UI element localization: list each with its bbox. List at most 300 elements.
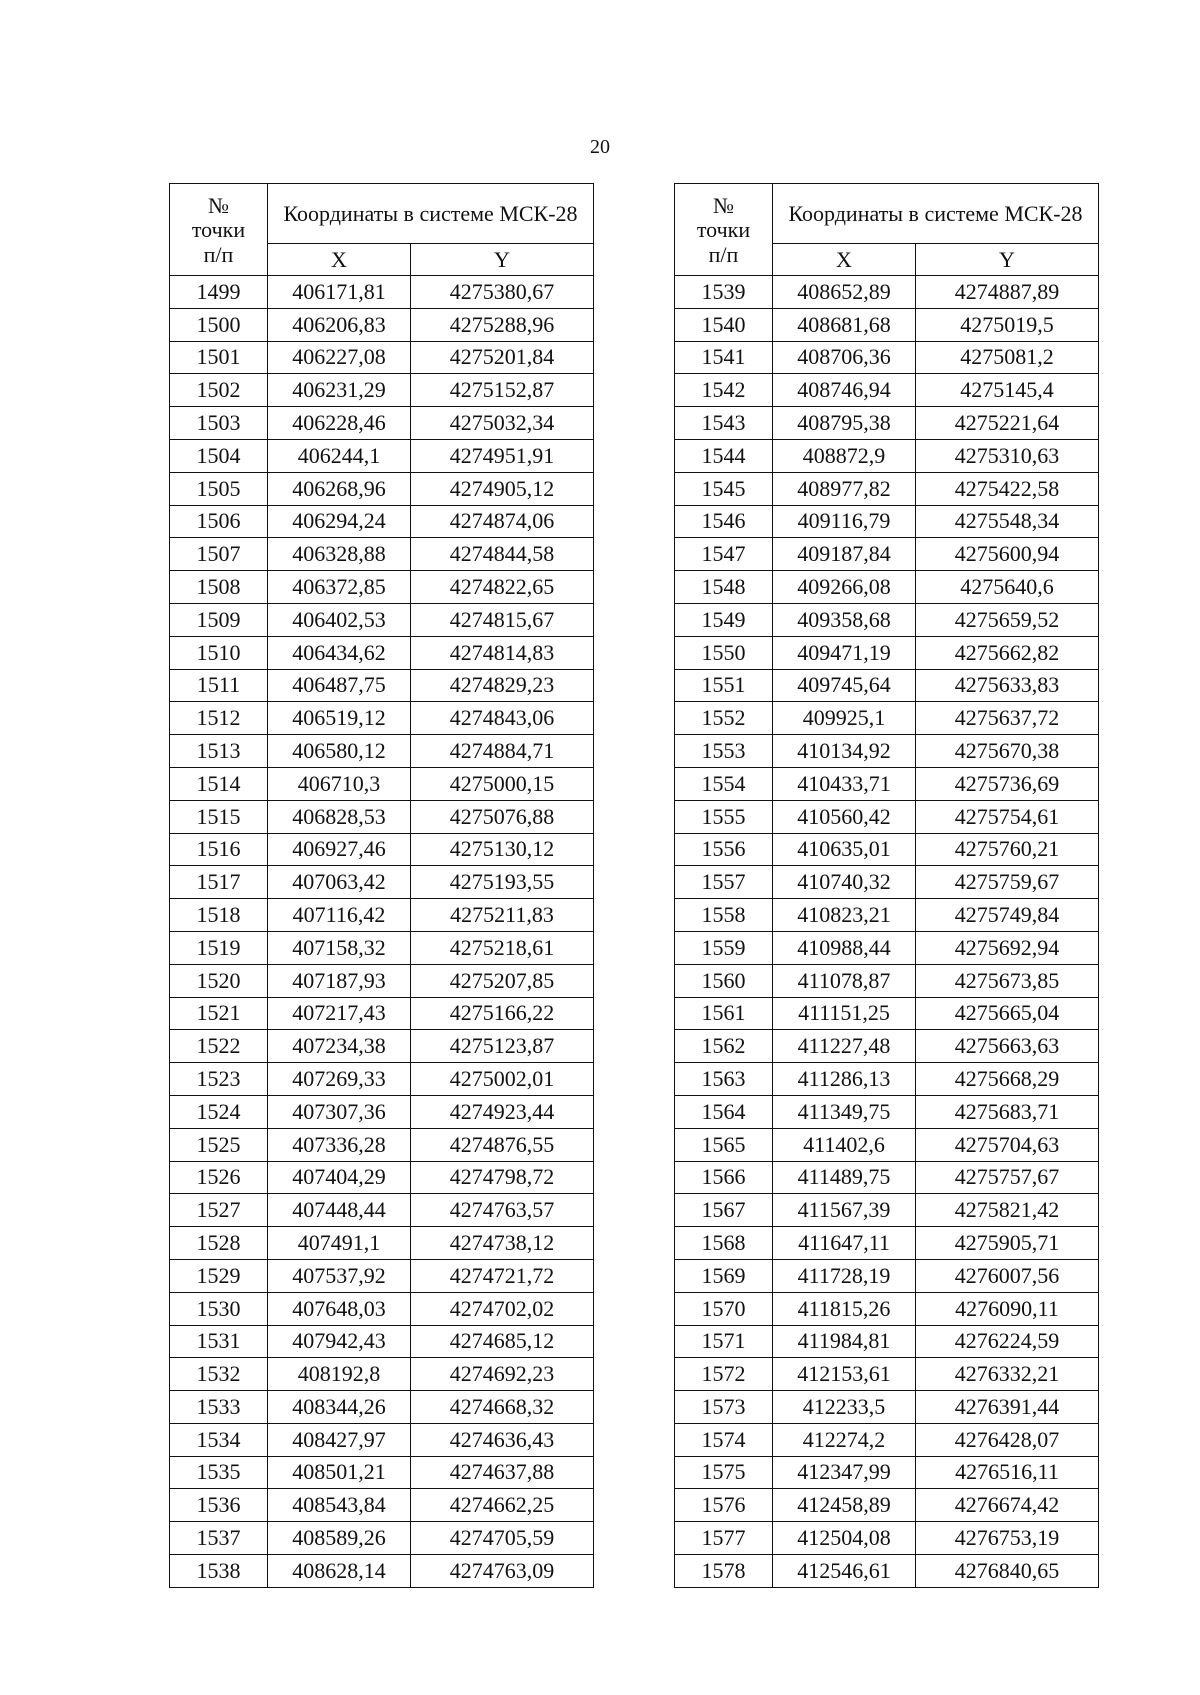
x-coordinate-cell: 410134,92 xyxy=(773,735,916,768)
table-row xyxy=(675,571,1099,604)
table-row xyxy=(675,1358,1099,1391)
point-number-cell: 1520 xyxy=(170,964,268,997)
x-coordinate-cell: 406402,53 xyxy=(268,603,411,636)
y-coordinate-cell: 4276391,44 xyxy=(916,1391,1099,1424)
point-number-cell: 1555 xyxy=(675,800,773,833)
y-coordinate-cell: 4274843,06 xyxy=(411,702,594,735)
x-coordinate-cell: 411349,75 xyxy=(773,1095,916,1128)
table-row xyxy=(675,1063,1099,1096)
y-coordinate-cell: 4275000,15 xyxy=(411,767,594,800)
x-coordinate-cell: 410560,42 xyxy=(773,800,916,833)
y-coordinate-cell: 4275736,69 xyxy=(916,767,1099,800)
table-row xyxy=(170,538,594,571)
x-coordinate-cell: 407217,43 xyxy=(268,997,411,1030)
table-row xyxy=(170,931,594,964)
point-number-cell: 1540 xyxy=(675,308,773,341)
y-coordinate-cell: 4275201,84 xyxy=(411,341,594,374)
y-coordinate-cell: 4275665,04 xyxy=(916,997,1099,1030)
table-row xyxy=(675,603,1099,636)
y-coordinate-cell: 4275145,4 xyxy=(916,374,1099,407)
point-number-cell: 1526 xyxy=(170,1161,268,1194)
point-number-cell: 1535 xyxy=(170,1456,268,1489)
x-coordinate-cell: 406828,53 xyxy=(268,800,411,833)
y-coordinate-cell: 4275548,34 xyxy=(916,505,1099,538)
y-coordinate-cell: 4275633,83 xyxy=(916,669,1099,702)
point-number-cell: 1544 xyxy=(675,439,773,472)
point-number-cell: 1561 xyxy=(675,997,773,1030)
table-row xyxy=(675,964,1099,997)
y-coordinate-cell: 4276224,59 xyxy=(916,1325,1099,1358)
table-row xyxy=(675,1522,1099,1555)
y-coordinate-cell: 4274798,72 xyxy=(411,1161,594,1194)
table-row xyxy=(170,800,594,833)
point-number-cell: 1500 xyxy=(170,308,268,341)
y-coordinate-cell: 4275019,5 xyxy=(916,308,1099,341)
table-row xyxy=(170,767,594,800)
table-row xyxy=(170,603,594,636)
point-number-cell: 1570 xyxy=(675,1292,773,1325)
table-row xyxy=(675,735,1099,768)
coordinates-system-header: Координаты в системе МСК-28 xyxy=(268,184,594,244)
point-number-cell: 1525 xyxy=(170,1128,268,1161)
x-coordinate-cell: 406927,46 xyxy=(268,833,411,866)
table-row xyxy=(170,997,594,1030)
point-number-cell: 1547 xyxy=(675,538,773,571)
table-row xyxy=(170,571,594,604)
y-coordinate-cell: 4275310,63 xyxy=(916,439,1099,472)
number-sign: № xyxy=(208,193,229,219)
x-coordinate-cell: 407063,42 xyxy=(268,866,411,899)
y-coordinate-cell: 4274815,67 xyxy=(411,603,594,636)
point-number-cell: 1548 xyxy=(675,571,773,604)
y-coordinate-cell: 4275692,94 xyxy=(916,931,1099,964)
table-row xyxy=(170,735,594,768)
table-row xyxy=(170,702,594,735)
point-number-cell: 1566 xyxy=(675,1161,773,1194)
y-coordinate-cell: 4275663,63 xyxy=(916,1030,1099,1063)
table-row xyxy=(675,931,1099,964)
table-row xyxy=(675,833,1099,866)
table-row xyxy=(675,276,1099,309)
point-word: точки xyxy=(191,217,246,243)
x-coordinate-cell: 408652,89 xyxy=(773,276,916,309)
y-coordinate-cell: 4275380,67 xyxy=(411,276,594,309)
table-row xyxy=(675,374,1099,407)
x-coordinate-cell: 409358,68 xyxy=(773,603,916,636)
table-row xyxy=(675,505,1099,538)
x-coordinate-cell: 408501,21 xyxy=(268,1456,411,1489)
x-coordinate-cell: 406231,29 xyxy=(268,374,411,407)
x-coordinate-cell: 410635,01 xyxy=(773,833,916,866)
point-number-cell: 1499 xyxy=(170,276,268,309)
x-coordinate-cell: 408192,8 xyxy=(268,1358,411,1391)
y-coordinate-cell: 4276516,11 xyxy=(916,1456,1099,1489)
x-coordinate-cell: 407234,38 xyxy=(268,1030,411,1063)
y-coordinate-cell: 4274887,89 xyxy=(916,276,1099,309)
y-coordinate-cell: 4276007,56 xyxy=(916,1259,1099,1292)
x-coordinate-cell: 411402,6 xyxy=(773,1128,916,1161)
y-coordinate-cell: 4274636,43 xyxy=(411,1423,594,1456)
y-coordinate-cell: 4275759,67 xyxy=(916,866,1099,899)
x-coordinate-cell: 408872,9 xyxy=(773,439,916,472)
y-coordinate-cell: 4274874,06 xyxy=(411,505,594,538)
x-coordinate-cell: 411489,75 xyxy=(773,1161,916,1194)
y-coordinate-cell: 4275670,38 xyxy=(916,735,1099,768)
y-coordinate-cell: 4274951,91 xyxy=(411,439,594,472)
point-number-cell: 1541 xyxy=(675,341,773,374)
table-row xyxy=(675,1259,1099,1292)
table-row xyxy=(170,1259,594,1292)
x-coordinate-cell: 412153,61 xyxy=(773,1358,916,1391)
table-row xyxy=(170,636,594,669)
table-row xyxy=(170,1489,594,1522)
y-coordinate-cell: 4275760,21 xyxy=(916,833,1099,866)
y-coordinate-cell: 4275211,83 xyxy=(411,899,594,932)
table-row xyxy=(170,1325,594,1358)
table-row xyxy=(170,505,594,538)
table-row xyxy=(675,1555,1099,1588)
point-number-cell: 1502 xyxy=(170,374,268,407)
point-number-cell: 1524 xyxy=(170,1095,268,1128)
table-row xyxy=(675,767,1099,800)
x-coordinate-cell: 411984,81 xyxy=(773,1325,916,1358)
x-coordinate-cell: 407448,44 xyxy=(268,1194,411,1227)
y-coordinate-cell: 4275637,72 xyxy=(916,702,1099,735)
point-number-cell: 1508 xyxy=(170,571,268,604)
x-coordinate-cell: 407404,29 xyxy=(268,1161,411,1194)
x-coordinate-cell: 407187,93 xyxy=(268,964,411,997)
point-number-cell: 1551 xyxy=(675,669,773,702)
y-coordinate-cell: 4274738,12 xyxy=(411,1227,594,1260)
point-number-cell: 1522 xyxy=(170,1030,268,1063)
table-row xyxy=(170,1358,594,1391)
x-coordinate-cell: 411227,48 xyxy=(773,1030,916,1063)
table-row xyxy=(170,1456,594,1489)
table-row xyxy=(675,1161,1099,1194)
point-number-cell: 1556 xyxy=(675,833,773,866)
point-number-cell: 1569 xyxy=(675,1259,773,1292)
page-number: 20 xyxy=(590,136,610,158)
table-row xyxy=(170,1423,594,1456)
point-number-cell: 1546 xyxy=(675,505,773,538)
x-coordinate-cell: 408543,84 xyxy=(268,1489,411,1522)
point-number-cell: 1537 xyxy=(170,1522,268,1555)
x-coordinate-cell: 412504,08 xyxy=(773,1522,916,1555)
table-row xyxy=(170,1161,594,1194)
table-row xyxy=(675,1194,1099,1227)
y-coordinate-cell: 4275422,58 xyxy=(916,472,1099,505)
point-number-cell: 1515 xyxy=(170,800,268,833)
point-number-header xyxy=(675,184,773,276)
y-coordinate-cell: 4274876,55 xyxy=(411,1128,594,1161)
point-number-cell: 1514 xyxy=(170,767,268,800)
x-coordinate-cell: 407158,32 xyxy=(268,931,411,964)
table-row xyxy=(170,669,594,702)
point-number-cell: 1501 xyxy=(170,341,268,374)
y-coordinate-cell: 4275757,67 xyxy=(916,1161,1099,1194)
x-coordinate-cell: 406487,75 xyxy=(268,669,411,702)
table-row xyxy=(675,866,1099,899)
x-coordinate-cell: 410433,71 xyxy=(773,767,916,800)
point-number-cell: 1517 xyxy=(170,866,268,899)
x-coordinate-cell: 412458,89 xyxy=(773,1489,916,1522)
table-row xyxy=(675,1423,1099,1456)
x-coordinate-cell: 411815,26 xyxy=(773,1292,916,1325)
point-number-cell: 1567 xyxy=(675,1194,773,1227)
y-coordinate-cell: 4275600,94 xyxy=(916,538,1099,571)
point-number-cell: 1513 xyxy=(170,735,268,768)
table-row xyxy=(675,1325,1099,1358)
point-number-cell: 1574 xyxy=(675,1423,773,1456)
y-coordinate-cell: 4276428,07 xyxy=(916,1423,1099,1456)
point-number-cell: 1568 xyxy=(675,1227,773,1260)
table-row xyxy=(675,1227,1099,1260)
point-number-cell: 1534 xyxy=(170,1423,268,1456)
x-coordinate-cell: 408427,97 xyxy=(268,1423,411,1456)
y-coordinate-cell: 4275076,88 xyxy=(411,800,594,833)
table-row xyxy=(675,1128,1099,1161)
point-number-cell: 1504 xyxy=(170,439,268,472)
x-coordinate-cell: 411728,19 xyxy=(773,1259,916,1292)
point-number-cell: 1560 xyxy=(675,964,773,997)
x-coordinate-cell: 409745,64 xyxy=(773,669,916,702)
point-number-cell: 1507 xyxy=(170,538,268,571)
table-row xyxy=(170,439,594,472)
x-coordinate-cell: 407269,33 xyxy=(268,1063,411,1096)
point-number-cell: 1562 xyxy=(675,1030,773,1063)
table-row xyxy=(170,1227,594,1260)
y-coordinate-cell: 4274721,72 xyxy=(411,1259,594,1292)
x-coordinate-cell: 411647,11 xyxy=(773,1227,916,1260)
table-row xyxy=(675,800,1099,833)
table-row xyxy=(675,1489,1099,1522)
y-coordinate-cell: 4274705,59 xyxy=(411,1522,594,1555)
x-coordinate-cell: 408746,94 xyxy=(773,374,916,407)
table-row xyxy=(170,1522,594,1555)
x-coordinate-cell: 406519,12 xyxy=(268,702,411,735)
table-row xyxy=(675,407,1099,440)
y-coordinate-cell: 4275683,71 xyxy=(916,1095,1099,1128)
point-number-cell: 1523 xyxy=(170,1063,268,1096)
x-coordinate-cell: 408628,14 xyxy=(268,1555,411,1588)
point-number-cell: 1573 xyxy=(675,1391,773,1424)
table-row xyxy=(170,276,594,309)
x-coordinate-cell: 408589,26 xyxy=(268,1522,411,1555)
y-coordinate-cell: 4275032,34 xyxy=(411,407,594,440)
y-coordinate-cell: 4275130,12 xyxy=(411,833,594,866)
y-coordinate-cell: 4274637,88 xyxy=(411,1456,594,1489)
point-number-cell: 1518 xyxy=(170,899,268,932)
x-coordinate-cell: 409925,1 xyxy=(773,702,916,735)
y-coordinate-cell: 4276090,11 xyxy=(916,1292,1099,1325)
point-number-cell: 1543 xyxy=(675,407,773,440)
x-coordinate-cell: 408706,36 xyxy=(773,341,916,374)
coordinates-table-right xyxy=(674,183,1099,1588)
x-coordinate-cell: 407336,28 xyxy=(268,1128,411,1161)
x-coordinate-cell: 408795,38 xyxy=(773,407,916,440)
y-coordinate-cell: 4274905,12 xyxy=(411,472,594,505)
point-number-cell: 1549 xyxy=(675,603,773,636)
point-number-header xyxy=(170,184,268,276)
table-row xyxy=(675,538,1099,571)
table-row xyxy=(170,1555,594,1588)
y-coordinate-cell: 4275749,84 xyxy=(916,899,1099,932)
point-number-cell: 1577 xyxy=(675,1522,773,1555)
y-coordinate-cell: 4275662,82 xyxy=(916,636,1099,669)
table-row xyxy=(170,833,594,866)
point-number-cell: 1536 xyxy=(170,1489,268,1522)
x-coordinate-cell: 408344,26 xyxy=(268,1391,411,1424)
x-coordinate-cell: 411078,87 xyxy=(773,964,916,997)
x-coordinate-cell: 406206,83 xyxy=(268,308,411,341)
x-coordinate-cell: 407491,1 xyxy=(268,1227,411,1260)
x-coordinate-cell: 409471,19 xyxy=(773,636,916,669)
x-coordinate-cell: 410988,44 xyxy=(773,931,916,964)
point-number-cell: 1506 xyxy=(170,505,268,538)
table-row xyxy=(170,1095,594,1128)
point-number-cell: 1509 xyxy=(170,603,268,636)
table-row xyxy=(170,1194,594,1227)
table-row xyxy=(170,1391,594,1424)
y-coordinate-cell: 4274884,71 xyxy=(411,735,594,768)
table-row xyxy=(675,1391,1099,1424)
x-coordinate-cell: 407942,43 xyxy=(268,1325,411,1358)
y-coordinate-cell: 4274844,58 xyxy=(411,538,594,571)
point-number-cell: 1576 xyxy=(675,1489,773,1522)
y-coordinate-cell: 4275668,29 xyxy=(916,1063,1099,1096)
x-coordinate-cell: 407537,92 xyxy=(268,1259,411,1292)
x-coordinate-cell: 406328,88 xyxy=(268,538,411,571)
coordinates-system-header: Координаты в системе МСК-28 xyxy=(773,184,1099,244)
y-coordinate-cell: 4274829,23 xyxy=(411,669,594,702)
serial-abbrev: п/п xyxy=(708,241,739,267)
y-coordinate-cell: 4274692,23 xyxy=(411,1358,594,1391)
point-number-cell: 1565 xyxy=(675,1128,773,1161)
table-row xyxy=(675,439,1099,472)
point-number-cell: 1538 xyxy=(170,1555,268,1588)
y-coordinate-cell: 4276840,65 xyxy=(916,1555,1099,1588)
point-number-cell: 1557 xyxy=(675,866,773,899)
point-number-cell: 1505 xyxy=(170,472,268,505)
table-row xyxy=(170,374,594,407)
point-number-cell: 1559 xyxy=(675,931,773,964)
y-coordinate-cell: 4274702,02 xyxy=(411,1292,594,1325)
point-number-cell: 1527 xyxy=(170,1194,268,1227)
x-coordinate-cell: 407648,03 xyxy=(268,1292,411,1325)
x-coordinate-cell: 406171,81 xyxy=(268,276,411,309)
x-coordinate-cell: 409116,79 xyxy=(773,505,916,538)
table-row xyxy=(675,1030,1099,1063)
y-coordinate-cell: 4274668,32 xyxy=(411,1391,594,1424)
x-coordinate-cell: 406580,12 xyxy=(268,735,411,768)
point-number-cell: 1503 xyxy=(170,407,268,440)
y-coordinate-cell: 4275218,61 xyxy=(411,931,594,964)
table-row xyxy=(675,997,1099,1030)
table-row xyxy=(170,866,594,899)
point-number-cell: 1553 xyxy=(675,735,773,768)
x-column-header: X xyxy=(268,244,411,276)
table-row xyxy=(170,1063,594,1096)
y-coordinate-cell: 4275193,55 xyxy=(411,866,594,899)
x-coordinate-cell: 408681,68 xyxy=(773,308,916,341)
point-number-cell: 1578 xyxy=(675,1555,773,1588)
y-coordinate-cell: 4275754,61 xyxy=(916,800,1099,833)
y-coordinate-cell: 4275673,85 xyxy=(916,964,1099,997)
x-coordinate-cell: 406434,62 xyxy=(268,636,411,669)
point-number-cell: 1529 xyxy=(170,1259,268,1292)
serial-abbrev: п/п xyxy=(203,241,234,267)
x-coordinate-cell: 406372,85 xyxy=(268,571,411,604)
table-row xyxy=(675,636,1099,669)
point-number-cell: 1550 xyxy=(675,636,773,669)
number-sign: № xyxy=(713,193,734,219)
x-coordinate-cell: 406710,3 xyxy=(268,767,411,800)
table-row xyxy=(675,702,1099,735)
x-coordinate-cell: 408977,82 xyxy=(773,472,916,505)
point-number-cell: 1545 xyxy=(675,472,773,505)
x-coordinate-cell: 406268,96 xyxy=(268,472,411,505)
table-row xyxy=(675,899,1099,932)
y-coordinate-cell: 4274814,83 xyxy=(411,636,594,669)
point-number-cell: 1552 xyxy=(675,702,773,735)
x-coordinate-cell: 411286,13 xyxy=(773,1063,916,1096)
table-row xyxy=(675,308,1099,341)
x-coordinate-cell: 407307,36 xyxy=(268,1095,411,1128)
point-number-cell: 1530 xyxy=(170,1292,268,1325)
table-row xyxy=(675,669,1099,702)
table-row xyxy=(675,1292,1099,1325)
point-number-cell: 1528 xyxy=(170,1227,268,1260)
x-coordinate-cell: 406227,08 xyxy=(268,341,411,374)
y-coordinate-cell: 4275821,42 xyxy=(916,1194,1099,1227)
y-coordinate-cell: 4275659,52 xyxy=(916,603,1099,636)
x-coordinate-cell: 409187,84 xyxy=(773,538,916,571)
y-coordinate-cell: 4275221,64 xyxy=(916,407,1099,440)
y-coordinate-cell: 4275905,71 xyxy=(916,1227,1099,1260)
y-column-header: Y xyxy=(411,244,594,276)
x-coordinate-cell: 410823,21 xyxy=(773,899,916,932)
point-number-cell: 1532 xyxy=(170,1358,268,1391)
x-coordinate-cell: 412274,2 xyxy=(773,1423,916,1456)
x-coordinate-cell: 406294,24 xyxy=(268,505,411,538)
x-coordinate-cell: 410740,32 xyxy=(773,866,916,899)
x-coordinate-cell: 411567,39 xyxy=(773,1194,916,1227)
point-word: точки xyxy=(696,217,751,243)
y-column-header: Y xyxy=(916,244,1099,276)
table-row xyxy=(170,407,594,440)
y-coordinate-cell: 4276674,42 xyxy=(916,1489,1099,1522)
point-number-cell: 1511 xyxy=(170,669,268,702)
point-number-cell: 1558 xyxy=(675,899,773,932)
table-row xyxy=(675,341,1099,374)
table-row xyxy=(170,899,594,932)
point-number-cell: 1510 xyxy=(170,636,268,669)
x-coordinate-cell: 411151,25 xyxy=(773,997,916,1030)
table-row xyxy=(675,472,1099,505)
point-number-cell: 1554 xyxy=(675,767,773,800)
x-coordinate-cell: 406228,46 xyxy=(268,407,411,440)
y-coordinate-cell: 4274763,57 xyxy=(411,1194,594,1227)
y-coordinate-cell: 4275081,2 xyxy=(916,341,1099,374)
table-row xyxy=(675,1095,1099,1128)
point-number-cell: 1531 xyxy=(170,1325,268,1358)
table-row xyxy=(170,1128,594,1161)
point-number-cell: 1575 xyxy=(675,1456,773,1489)
point-number-cell: 1571 xyxy=(675,1325,773,1358)
table-row xyxy=(675,1456,1099,1489)
table-row xyxy=(170,964,594,997)
y-coordinate-cell: 4275288,96 xyxy=(411,308,594,341)
